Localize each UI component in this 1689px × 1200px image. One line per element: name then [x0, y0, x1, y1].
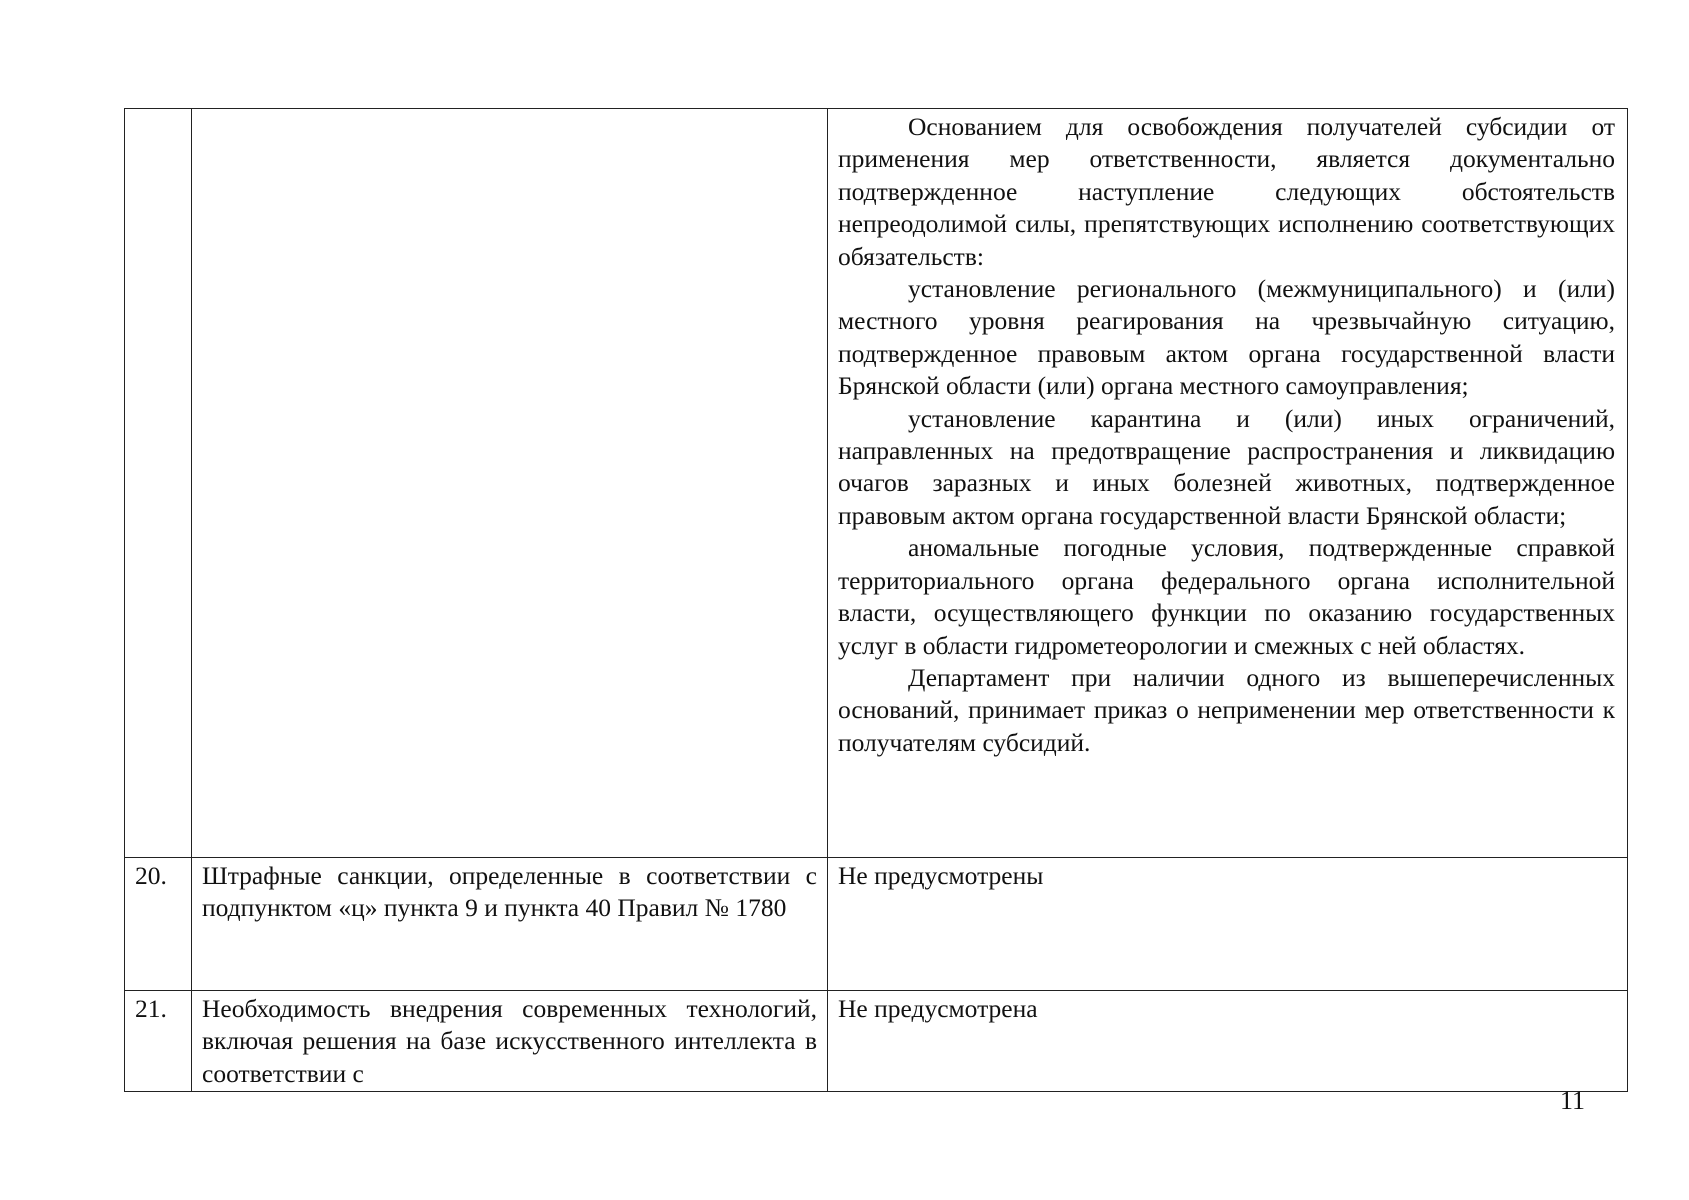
- page-number: 11: [1560, 1086, 1586, 1115]
- row-name-cell: Штрафные санкции, определенные в соответствии с подпунктом «ц» пункта 9 и пункта 40 Правил № 1780: [192, 858, 828, 991]
- table-row: [125, 858, 1628, 991]
- row-value-cell: Не предусмотрена: [828, 991, 1628, 1092]
- row-name-cell: Необходимость внедрения современных технологий, включая решения на базе искусственного интеллекта в соответствии с: [192, 991, 828, 1092]
- table-row: [125, 991, 1628, 1092]
- value-paragraph: Основанием для освобождения получателей субсидии от применения мер ответственности, является документально подтвержденное наступление следующих обстоятельств непреодолимой силы, препятствующих исполнению соответствующих обязательств:: [838, 112, 1615, 271]
- value-paragraph: установление регионального (межмуниципального) и (или) местного уровня реагирования на чрезвычайную ситуацию, подтвержденное правовым актом органа государственной власти Брянской области (или) органа местного самоуправления;: [838, 274, 1615, 401]
- value-paragraph: аномальные погодные условия, подтвержденные справкой территориального органа федерального органа исполнительной власти, осуществляющего функции по оказанию государственных услуг в области гидрометеорологии и смежных с ней областях.: [838, 533, 1615, 660]
- row-number-cell: 21.: [125, 991, 192, 1092]
- row-number-cell: [125, 109, 192, 858]
- value-paragraph: Департамент при наличии одного из вышеперечисленных оснований, принимает приказ о неприменении мер ответственности к получателям субсидий.: [838, 662, 1615, 757]
- value-paragraph: установление карантина и (или) иных ограничений, направленных на предотвращение распространения и ликвидацию очагов заразных и иных болезней животных, подтвержденное правовым актом органа государственной власти Брянской области;: [838, 403, 1615, 530]
- row-name-cell: [192, 109, 828, 858]
- row-value-cell: Не предусмотрены: [828, 858, 1628, 991]
- table-row: [125, 109, 1628, 858]
- row-number-cell: 20.: [125, 858, 192, 991]
- row-value-cell: [828, 109, 1628, 858]
- document-table: [124, 108, 1628, 1092]
